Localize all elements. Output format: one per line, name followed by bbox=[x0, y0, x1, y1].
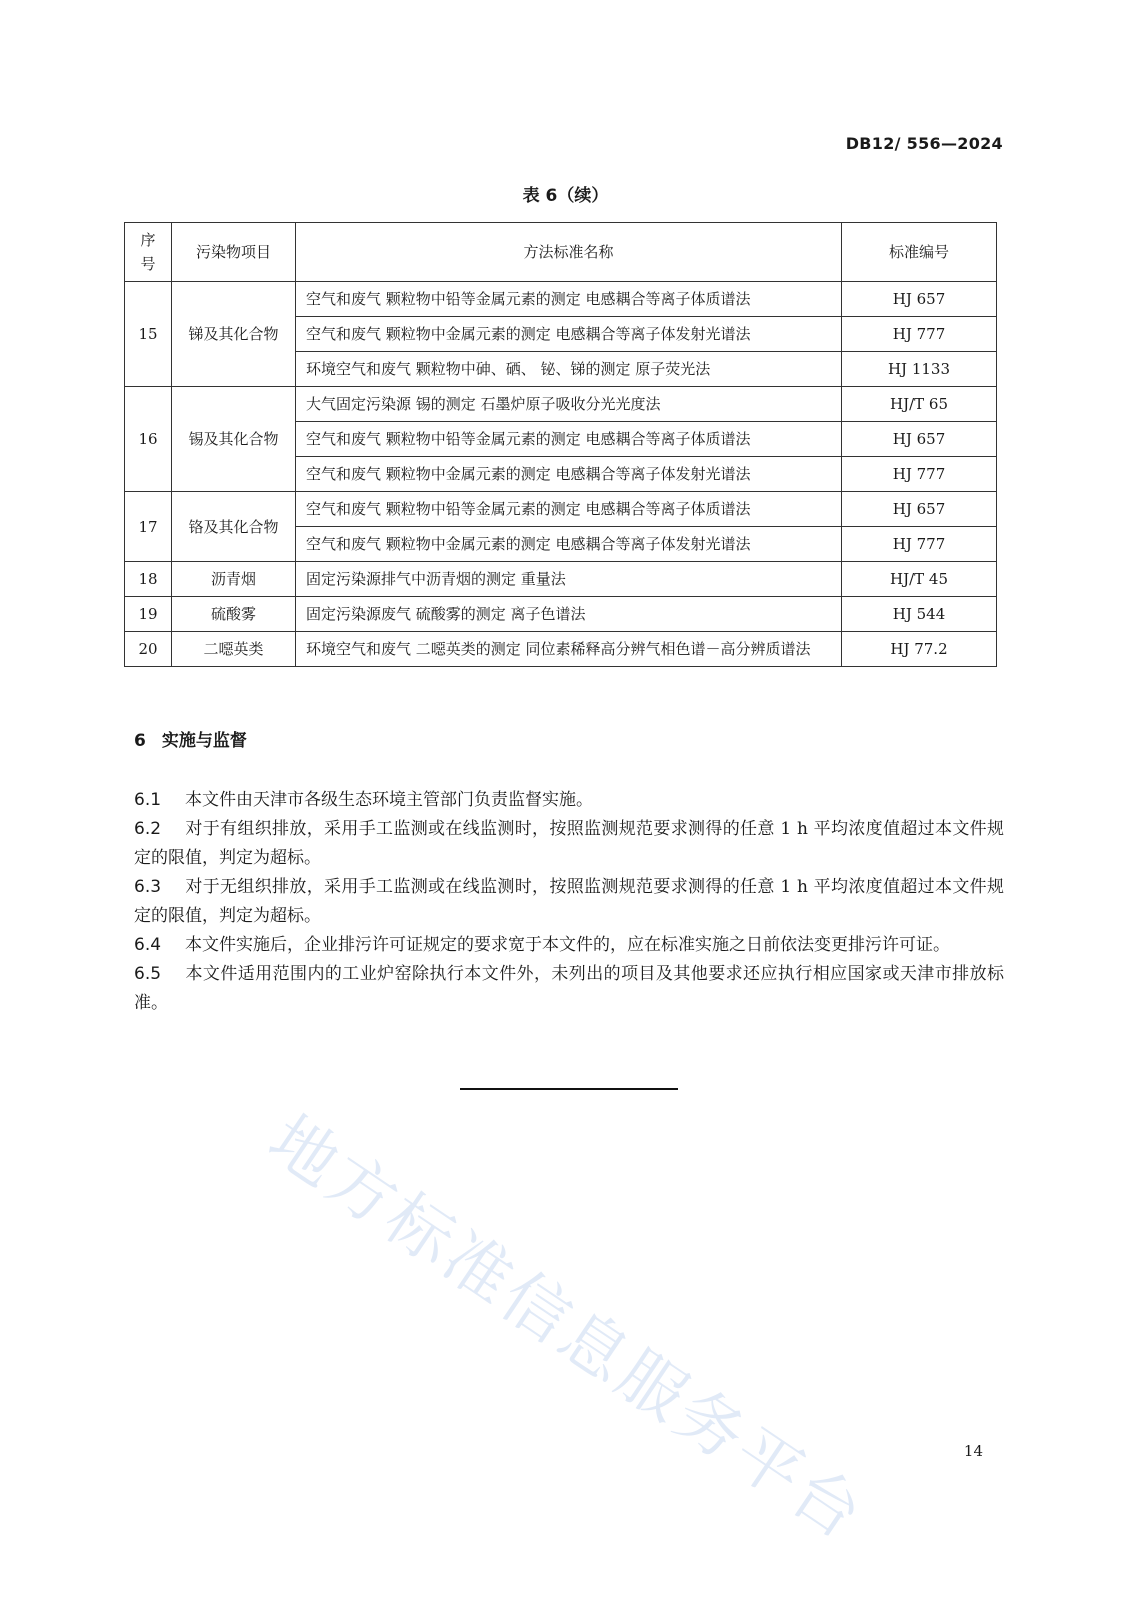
standard-code: HJ 77.2 bbox=[842, 632, 997, 667]
row-number: 18 bbox=[125, 562, 172, 597]
clause-text: 对于有组织排放，采用手工监测或在线监测时，按照监测规范要求测得的任意 1 h 平均浓度值超过本文件规定的限值，判定为超标。 bbox=[134, 819, 1004, 868]
clause-paragraph bbox=[134, 873, 1004, 931]
standard-code: HJ 777 bbox=[842, 457, 997, 492]
clause-number: 6.4 bbox=[134, 935, 162, 955]
clause-text: 本文件适用范围内的工业炉窑除执行本文件外，未列出的项目及其他要求还应执行相应国家或天津市排放标准。 bbox=[134, 964, 1004, 1013]
table-row bbox=[125, 632, 997, 667]
row-number: 16 bbox=[125, 387, 172, 492]
row-number: 19 bbox=[125, 597, 172, 632]
pollutant-item: 二噁英类 bbox=[172, 632, 296, 667]
col-header-no: 序号 bbox=[125, 223, 172, 282]
table-row bbox=[125, 597, 997, 632]
page-number: 14 bbox=[963, 1442, 983, 1460]
watermark-text: 地方标准信息服务平台 bbox=[255, 1100, 879, 1556]
standard-code: HJ 544 bbox=[842, 597, 997, 632]
clause-paragraph bbox=[134, 786, 1004, 815]
pollutant-item: 硫酸雾 bbox=[172, 597, 296, 632]
pollutant-item: 铬及其化合物 bbox=[172, 492, 296, 562]
document-code: DB12/ 556—2024 bbox=[845, 134, 1003, 153]
standard-code: HJ 657 bbox=[842, 492, 997, 527]
col-header-code: 标准编号 bbox=[842, 223, 997, 282]
method-name: 固定污染源排气中沥青烟的测定 重量法 bbox=[296, 562, 842, 597]
method-name: 空气和废气 颗粒物中金属元素的测定 电感耦合等离子体发射光谱法 bbox=[296, 457, 842, 492]
row-number: 17 bbox=[125, 492, 172, 562]
method-name: 空气和废气 颗粒物中金属元素的测定 电感耦合等离子体发射光谱法 bbox=[296, 317, 842, 352]
standard-code: HJ 1133 bbox=[842, 352, 997, 387]
method-name: 固定污染源废气 硫酸雾的测定 离子色谱法 bbox=[296, 597, 842, 632]
clause-number: 6.1 bbox=[134, 790, 162, 810]
method-name: 环境空气和废气 二噁英类的测定 同位素稀释高分辨气相色谱－高分辨质谱法 bbox=[296, 632, 842, 667]
pollutant-item: 沥青烟 bbox=[172, 562, 296, 597]
section-number: 6 bbox=[134, 731, 146, 751]
standard-code: HJ/T 45 bbox=[842, 562, 997, 597]
standard-code: HJ 657 bbox=[842, 282, 997, 317]
standard-code: HJ 777 bbox=[842, 317, 997, 352]
row-number: 20 bbox=[125, 632, 172, 667]
table-row bbox=[125, 492, 997, 527]
table-row bbox=[125, 282, 997, 317]
standard-code: HJ/T 65 bbox=[842, 387, 997, 422]
section-title: 实施与监督 bbox=[161, 731, 247, 751]
method-name: 空气和废气 颗粒物中铅等金属元素的测定 电感耦合等离子体质谱法 bbox=[296, 492, 842, 527]
table-title: 表 6（续） bbox=[522, 186, 609, 206]
clause-text: 本文件实施后，企业排污许可证规定的要求宽于本文件的，应在标准实施之日前依法变更排污许可证。 bbox=[185, 935, 951, 955]
row-number: 15 bbox=[125, 282, 172, 387]
col-header-method: 方法标准名称 bbox=[296, 223, 842, 282]
clause-paragraph bbox=[134, 960, 1004, 1018]
method-standards-table bbox=[124, 222, 997, 667]
standard-code: HJ 777 bbox=[842, 527, 997, 562]
pollutant-item: 锑及其化合物 bbox=[172, 282, 296, 387]
section-heading bbox=[134, 726, 247, 751]
clause-paragraph bbox=[134, 931, 1004, 960]
clause-text: 对于无组织排放，采用手工监测或在线监测时，按照监测规范要求测得的任意 1 h 平均浓度值超过本文件规定的限值，判定为超标。 bbox=[134, 877, 1004, 926]
table-body bbox=[125, 282, 997, 667]
method-name: 空气和废气 颗粒物中铅等金属元素的测定 电感耦合等离子体质谱法 bbox=[296, 422, 842, 457]
table-row bbox=[125, 387, 997, 422]
table-row bbox=[125, 562, 997, 597]
clause-text: 本文件由天津市各级生态环境主管部门负责监督实施。 bbox=[185, 790, 594, 810]
clause-number: 6.3 bbox=[134, 877, 162, 897]
clause-paragraph bbox=[134, 815, 1004, 873]
method-name: 环境空气和废气 颗粒物中砷、硒、 铋、锑的测定 原子荧光法 bbox=[296, 352, 842, 387]
method-name: 空气和废气 颗粒物中铅等金属元素的测定 电感耦合等离子体质谱法 bbox=[296, 282, 842, 317]
pollutant-item: 锡及其化合物 bbox=[172, 387, 296, 492]
clause-number: 6.2 bbox=[134, 819, 162, 839]
table-header-row bbox=[125, 223, 997, 282]
section-paragraphs bbox=[134, 786, 1004, 1018]
method-name: 空气和废气 颗粒物中金属元素的测定 电感耦合等离子体发射光谱法 bbox=[296, 527, 842, 562]
end-rule bbox=[460, 1088, 678, 1090]
col-header-item: 污染物项目 bbox=[172, 223, 296, 282]
standard-code: HJ 657 bbox=[842, 422, 997, 457]
method-name: 大气固定污染源 锡的测定 石墨炉原子吸收分光光度法 bbox=[296, 387, 842, 422]
clause-number: 6.5 bbox=[134, 964, 162, 984]
